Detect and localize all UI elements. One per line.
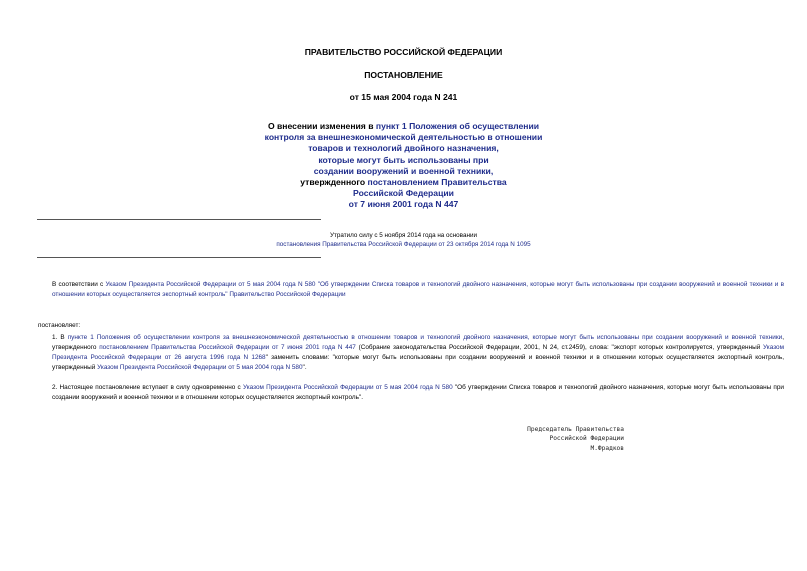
title-line-7[interactable]: Российской Федерации — [353, 188, 454, 199]
item-1-resolution-link[interactable]: постановлением Правительства Российской Федерации от 7 июня 2001 года N 447 — [99, 343, 356, 351]
government-heading: ПРАВИТЕЛЬСТВО РОССИЙСКОЙ ФЕДЕРАЦИИ — [304, 47, 503, 57]
item-1-clause-link[interactable]: пункте 1 Положения об осуществлении контроля за внешнеэкономической деятельностью в отношении товаров и технологий двойного назначения, которые могут быть использованы при создании вооружений и военной техники — [67, 334, 783, 341]
status-link[interactable]: постановления Правительства Российской Федерации от 23 октября 2014 года N 1095 — [276, 241, 531, 248]
preamble-decree-link[interactable]: Указом Президента Российской Федерации от 5 мая 2004 года N 580 — [105, 281, 316, 288]
status-text: Утратило силу с 5 ноября 2014 года на основании — [330, 232, 477, 239]
preamble-paragraph: В соответствии с Указом Президента Российской Федерации от 5 мая 2004 года N 580 "Об утверждении Списка товаров и технологий двойного назначения, которые могут быть использованы при создании вооружений и военной техники и в отношении которых осуществляется экспортный контроль" Правительство Российской Федерации — [52, 281, 785, 298]
item-2-paragraph: 2. Настоящее постановление вступает в силу одновременно с Указом Президента Российской Федерации от 5 мая 2004 года N 580 "Об утверждении Списка товаров и технологий двойного назначения, которые могут быть использованы при создании вооружений и военной техники и в отношении которых осуществляется экспортный контроль". — [52, 384, 785, 401]
title-link-resolution[interactable]: постановлением Правительства — [367, 177, 507, 188]
resolves-label: постановляет: — [38, 322, 81, 329]
signature-country: Российской Федерации — [549, 435, 624, 443]
title-line-2[interactable]: контроля за внешнеэкономической деятельностью в отношении — [264, 132, 543, 143]
signature-block — [527, 425, 624, 453]
item-1-paragraph: 1. В пункте 1 Положения об осуществлении контроля за внешнеэкономической деятельностью в отношении товаров и технологий двойного назначения, которые могут быть использованы при создании вооружений и военной техники, утвержденного постановлением Правительства Российской Федерации от 7 июня 2001 года N 447 (Собрание законодательства Российской Федерации, 2001, N 24, ст.2459), слова: "экспорт которых контролируется, утвержденный Указом Президента Российской Федерации от 26 августа 1996 года N 1268" заменить словами: "которые могут быть использованы при создании вооружений и военной техники и в отношении которых осуществляется экспортный контроль, утвержденный Указом Президента Российской Федерации от 5 мая 2004 года N 580". — [52, 334, 784, 371]
title-line-3[interactable]: товаров и технологий двойного назначения, — [308, 143, 499, 154]
title-link-clause[interactable]: пункт 1 Положения об осуществлении — [375, 121, 540, 131]
title-line-8[interactable]: от 7 июня 2001 года N 447 — [348, 199, 459, 210]
item-2-decree-link[interactable]: Указом Президента Российской Федерации от 5 мая 2004 года N 580 — [242, 384, 453, 391]
status-notice — [0, 231, 807, 249]
title-line-6: утвержденного постановлением Правительства — [300, 177, 507, 188]
signature-position: Председатель Правительства — [527, 426, 624, 433]
document-date-number: от 15 мая 2004 года N 241 — [349, 92, 458, 102]
item-1-decree-2004-link[interactable]: Указом Президента Российской Федерации от 5 мая 2004 года N 580 — [97, 363, 303, 371]
signature-name: М.Фрадков — [590, 444, 624, 452]
title-line-1: О внесении изменения в пункт 1 Положения об осуществлении — [267, 121, 540, 131]
divider-top — [37, 219, 321, 220]
title-line-5[interactable]: создании вооружений и военной техники, — [313, 165, 494, 176]
item-1-decree-1996-link[interactable]: Указом Президента Российской Федерации от 26 августа 1996 года N 1268 — [52, 343, 784, 361]
divider-bottom — [37, 257, 321, 258]
title-line-4[interactable]: которые могут быть использованы при — [318, 154, 489, 165]
document-type: ПОСТАНОВЛЕНИЕ — [364, 70, 443, 80]
preamble-decree-title-link[interactable]: "Об утверждении Списка товаров и технологий двойного назначения, которые могут быть использованы при создании вооружений и военной техники и в отношении которых осуществляется экспортный контроль" Правительство Российской Федерации — [52, 281, 785, 298]
document-title — [0, 121, 807, 211]
